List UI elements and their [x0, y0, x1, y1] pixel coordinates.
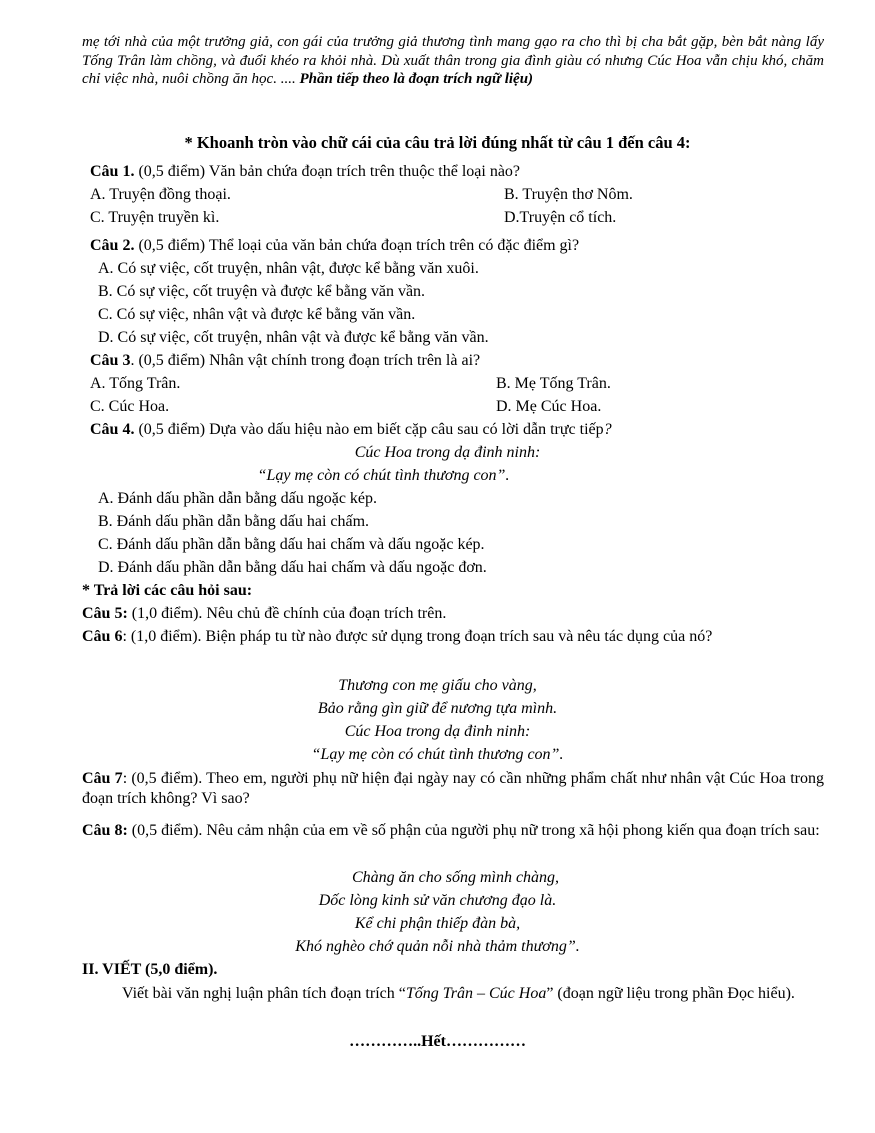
question-3-text: . (0,5 điểm) Nhân vật chính trong đoạn trích trên là ai? — [130, 352, 481, 369]
question-1-text: (0,5 điểm) Văn bản chứa đoạn trích trên thuộc thể loại nào? — [134, 163, 521, 180]
mc-heading: * Khoanh tròn vào chữ cái của câu trả lời đúng nhất từ câu 1 đến câu 4: — [184, 133, 691, 152]
writing-text-before: Viết bài văn nghị luận phân tích đoạn trích “ — [122, 985, 406, 1002]
question-6-text: : (1,0 điểm). Biện pháp tu từ nào được sử dụng trong đoạn trích sau và nêu tác dụng của nó? — [122, 628, 713, 645]
question-6 — [82, 627, 824, 647]
q4-option-c: C. Đánh dấu phần dẫn bằng dấu hai chấm và dấu ngoặc kép. — [98, 536, 485, 553]
question-6-label: Câu 6 — [82, 628, 123, 645]
q6-verse-2: Bảo rằng gìn giữ để nương tựa mình. — [317, 700, 558, 717]
question-8-text: (0,5 điểm). Nêu cảm nhận của em về số phận của người phụ nữ trong xã hội phong kiến qua đoạn trích sau: — [127, 822, 820, 839]
question-1-label: Câu 1. — [90, 163, 135, 180]
question-5 — [82, 604, 446, 624]
q1-option-b: B. Truyện thơ Nôm. — [504, 186, 633, 203]
intro-paragraph — [82, 33, 824, 89]
question-5-text: (1,0 điểm). Nêu chủ đề chính của đoạn trích trên. — [127, 605, 447, 622]
question-4-qmark: ? — [603, 421, 612, 438]
intro-text: mẹ tới nhà của một trưởng giả, con gái của trưởng giả thương tình mang gạo ra cho thì bị cha bắt gặp, bèn bắt nàng lấy Tống Trân làm chồng, và đuổi khéo ra khỏi nhà. Dù xuất thân trong gia đình giàu có nhưng Cúc Hoa vẫn chịu khó, chăm chỉ việc nhà, nuôi chồng ăn học. .... — [82, 34, 824, 88]
q2-option-c: C. Có sự việc, nhân vật và được kể bằng văn vần. — [98, 306, 416, 323]
end-marker: …………..Hết…………… — [349, 1033, 526, 1050]
question-1 — [90, 162, 520, 182]
question-8-label: Câu 8: — [82, 822, 128, 839]
q2-option-b: B. Có sự việc, cốt truyện và được kể bằng văn vần. — [98, 283, 426, 300]
writing-title: Tống Trân – Cúc Hoa — [405, 985, 547, 1002]
q2-option-a: A. Có sự việc, cốt truyện, nhân vật, được kể bằng văn xuôi. — [98, 260, 479, 277]
writing-text-after: ” (đoạn ngữ liệu trong phần Đọc hiểu). — [546, 985, 795, 1002]
q4-option-a: A. Đánh dấu phần dẫn bằng dấu ngoặc kép. — [98, 490, 378, 507]
q8-verse-4: Khó nghèo chớ quản nỗi nhà thảm thương”. — [295, 938, 580, 955]
q4-option-b: B. Đánh dấu phần dẫn bằng dấu hai chấm. — [98, 513, 370, 530]
question-2-label: Câu 2. — [90, 237, 135, 254]
q3-option-a: A. Tống Trân. — [90, 375, 181, 392]
question-7 — [82, 769, 824, 809]
q8-verse-1: Chàng ăn cho sống mình chàng, — [351, 869, 560, 886]
q8-verse-3: Kể chi phận thiếp đàn bà, — [354, 915, 521, 932]
question-3-label: Câu 3 — [90, 352, 131, 369]
intro-bold-tail: Phần tiếp theo là đoạn trích ngữ liệu) — [299, 71, 534, 88]
q1-option-c: C. Truyện truyền kì. — [90, 209, 220, 226]
q1-option-d: D.Truyện cổ tích. — [504, 209, 617, 226]
question-7-text: : (0,5 điểm). Theo em, người phụ nữ hiện đại ngày nay có cần những phẩm chất như nhân vật Cúc Hoa trong đoạn trích không? Vì sao? — [82, 770, 825, 807]
q8-verse-2: Dốc lòng kinh sử văn chương đạo là. — [318, 892, 557, 909]
question-8 — [82, 821, 824, 841]
q4-verse-1: Cúc Hoa trong dạ đinh ninh: — [354, 444, 541, 461]
question-4-text: (0,5 điểm) Dựa vào dấu hiệu nào em biết cặp câu sau có lời dẫn trực tiếp — [134, 421, 604, 438]
question-2 — [90, 236, 579, 256]
q3-option-c: C. Cúc Hoa. — [90, 398, 170, 415]
question-4-label: Câu 4. — [90, 421, 135, 438]
question-4 — [90, 420, 612, 440]
question-2-text: (0,5 điểm) Thể loại của văn bản chứa đoạn trích trên có đặc điểm gì? — [134, 237, 580, 254]
q4-verse-2: “Lạy mẹ còn có chút tình thương con”. — [257, 467, 510, 484]
q6-verse-1: Thương con mẹ giấu cho vàng, — [338, 677, 537, 694]
writing-prompt — [82, 984, 824, 1004]
q3-option-b: B. Mẹ Tống Trân. — [496, 375, 611, 392]
q6-verse-4: “Lạy mẹ còn có chút tình thương con”. — [311, 746, 564, 763]
question-7-label: Câu 7 — [82, 770, 123, 787]
q3-option-d: D. Mẹ Cúc Hoa. — [496, 398, 602, 415]
open-heading: * Trả lời các câu hỏi sau: — [82, 582, 253, 599]
q1-option-a: A. Truyện đồng thoại. — [90, 186, 231, 203]
q2-option-d: D. Có sự việc, cốt truyện, nhân vật và được kể bằng văn vần. — [98, 329, 489, 346]
question-5-label: Câu 5: — [82, 605, 128, 622]
q6-verse-3: Cúc Hoa trong dạ đinh ninh: — [344, 723, 531, 740]
q4-option-d: D. Đánh dấu phần dẫn bằng dấu hai chấm và dấu ngoặc đơn. — [98, 559, 487, 576]
writing-heading: II. VIẾT (5,0 điểm). — [82, 961, 218, 978]
question-3 — [90, 351, 480, 371]
